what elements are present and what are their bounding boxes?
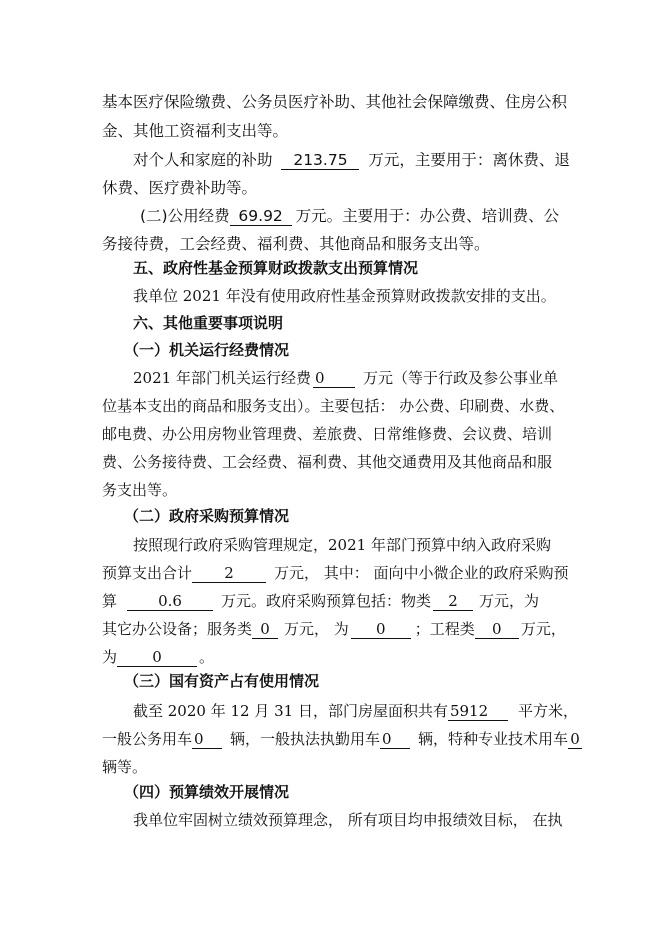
filled-value: 0 [568,731,582,749]
paragraph-line: 辆等。 [102,758,148,776]
text-segment: 截至 2020 年 12 月 31 日，部门房屋面积共有 [133,702,448,720]
paragraph-line [140,206,559,226]
text-segment: 万元，主要用于：离休费、退 [368,151,570,169]
paragraph-line [102,563,569,583]
filled-value: 0 [313,370,355,388]
paragraph-line: 邮电费、办公用房物业管理费、差旅费、日常维修费、会议费、培训 [102,425,553,443]
subsection-heading: （四）预算绩效开展情况 [124,783,290,801]
text-segment: 辆，特种专业技术用车 [418,730,569,748]
paragraph-line [102,647,214,667]
text-segment: 万元，为 [479,592,540,610]
filled-value: 5912 [448,703,508,721]
text-segment: 2021 年部门机关运行经费 [133,369,311,387]
text-segment: 万元， 其中： 面向中小微企业的政府采购预 [274,564,569,582]
paragraph-line: 我单位牢固树立绩效预算理念， 所有项目均申报绩效目标， 在执 [133,811,563,829]
text-segment: 其它办公设备；服务类 [102,620,253,638]
filled-value: 0 [475,621,519,639]
paragraph-line: 休费、医疗费补助等。 [102,179,258,197]
text-segment: 平方米， [517,702,578,720]
paragraph-line: 务接待费，工会经费、福利费、其他商品和服务支出等。 [102,235,490,253]
subsection-heading: （一）机关运行经费情况 [124,341,290,359]
paragraph-line [133,150,570,170]
text-segment: 一般公务用车 [102,730,193,748]
paragraph-line [102,729,582,749]
text-segment: 万元。主要用于：办公费、培训费、公 [295,207,560,225]
filled-value: 69.92 [230,208,292,226]
filled-value: 0 [192,731,222,749]
paragraph-line: 务支出等。 [102,481,178,499]
text-segment: 万元。政府采购预算包括：物类 [221,592,432,610]
text-segment: 对个人和家庭的补助 [133,151,273,169]
filled-value: 2 [433,593,473,611]
paragraph-line: 我单位 2021 年没有使用政府性基金预算财政拨款安排的支出。 [133,287,556,305]
text-segment: 万元， [520,620,566,638]
paragraph-line [133,701,578,721]
filled-value: 0 [117,649,197,667]
paragraph-line [102,591,539,611]
paragraph-line: 基本医疗保险缴费、公务员医疗补助、其他社会保障缴费、住房公积 [102,93,568,111]
filled-value: 0 [252,621,278,639]
section-heading: 六、其他重要事项说明 [133,314,284,332]
filled-value: 0 [380,731,410,749]
subsection-heading: （二）政府采购预算情况 [124,507,290,525]
paragraph-line: 位基本支出的商品和服务支出）。主要包括： 办公费、印刷费、水费、 [102,397,565,415]
text-segment: 万元（等于行政及参公事业单 [362,369,558,387]
text-segment: 为 [102,648,118,666]
filled-value: 0.6 [127,593,213,611]
paragraph-line: 金、其他工资福利支出等。 [102,122,289,140]
paragraph-line: 费、公务接待费、工会经费、福利费、其他交通费用及其他商品和服 [102,453,553,471]
filled-value: 0 [351,621,411,639]
text-segment: 辆，一般执法执勤用车 [230,730,381,748]
paragraph-line [133,368,558,388]
text-segment: ；工程类 [414,620,475,638]
text-segment: 算 [102,592,118,610]
text-segment: 万元， 为 [284,620,349,638]
text-segment: 预算支出合计 [102,564,193,582]
text-segment: 。 [199,648,215,666]
text-segment: (二)公用经费 [140,207,230,225]
filled-value: 213.75 [281,152,359,170]
filled-value: 2 [192,565,266,583]
paragraph-line [102,619,566,639]
subsection-heading: （三）国有资产占有使用情况 [124,672,320,690]
section-heading: 五、政府性基金预算财政拨款支出预算情况 [133,259,419,277]
paragraph-line: 按照现行政府采购管理规定，2021 年部门预算中纳入政府采购 [133,536,551,554]
